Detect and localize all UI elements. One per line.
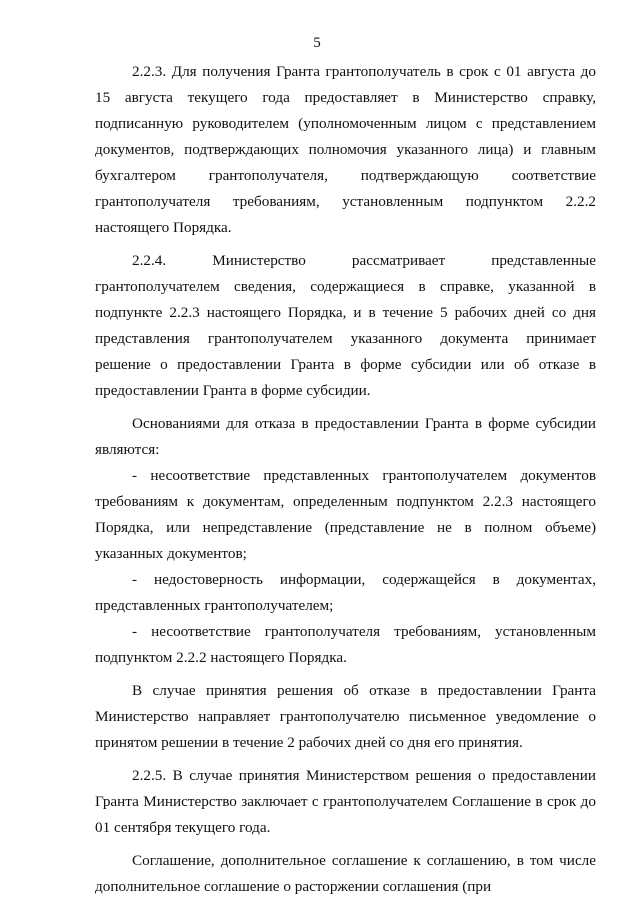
paragraph-agreement: Соглашение, дополнительное соглашение к соглашению, в том числе дополнительное соглашение о расторжении соглашения (при — [95, 852, 596, 895]
page-number: 5 — [313, 35, 321, 51]
list-item-unreliable-information: - недостоверность информации, содержащейся в документах, представленных грантополучателем; — [95, 571, 596, 614]
paragraph-refusal-grounds: Основаниями для отказа в предоставлении Гранта в форме субсидии являются: — [95, 415, 596, 458]
paragraph-2-2-5: 2.2.5. В случае принятия Министерством решения о предоставлении Гранта Министерство заключает с грантополучателем Соглашение в срок до 01 сентября текущего года. — [95, 767, 596, 836]
list-item-requirements-mismatch: - несоответствие грантополучателя требованиям, установленным подпунктом 2.2.2 настоящего Порядка. — [95, 623, 596, 666]
list-item-documents-mismatch: - несоответствие представленных грантополучателем документов требованиям к документам, определенным подпунктом 2.2.3 настоящего Порядка, или непредставление (представление не в полном объеме) указанных документов; — [95, 467, 596, 562]
paragraph-refusal-notice: В случае принятия решения об отказе в предоставлении Гранта Министерство направляет грантополучателю письменное уведомление о принятом решении в течение 2 рабочих дней со дня его принятия. — [95, 682, 596, 751]
paragraph-2-2-4: 2.2.4. Министерство рассматривает представленные грантополучателем сведения, содержащиеся в справке, указанной в подпункте 2.2.3 настоящего Порядка, и в течение 5 рабочих дней со дня представления грантополучателем указанного документа принимает решение о предоставлении Гранта в форме субсидии или об отказе в предоставлении Гранта в форме субсидии. — [95, 252, 596, 399]
document-body — [95, 59, 596, 900]
paragraph-2-2-3: 2.2.3. Для получения Гранта грантополучатель в срок с 01 августа до 15 августа текущего года предоставляет в Министерство справку, подписанную руководителем (уполномоченным лицом с представлением документов, подтверждающих полномочия указанного лица) и главным бухгалтером грантополучателя, подтверждающую соответствие грантополучателя требованиям, установленным подпунктом 2.2.2 настоящего Порядка. — [95, 63, 596, 236]
